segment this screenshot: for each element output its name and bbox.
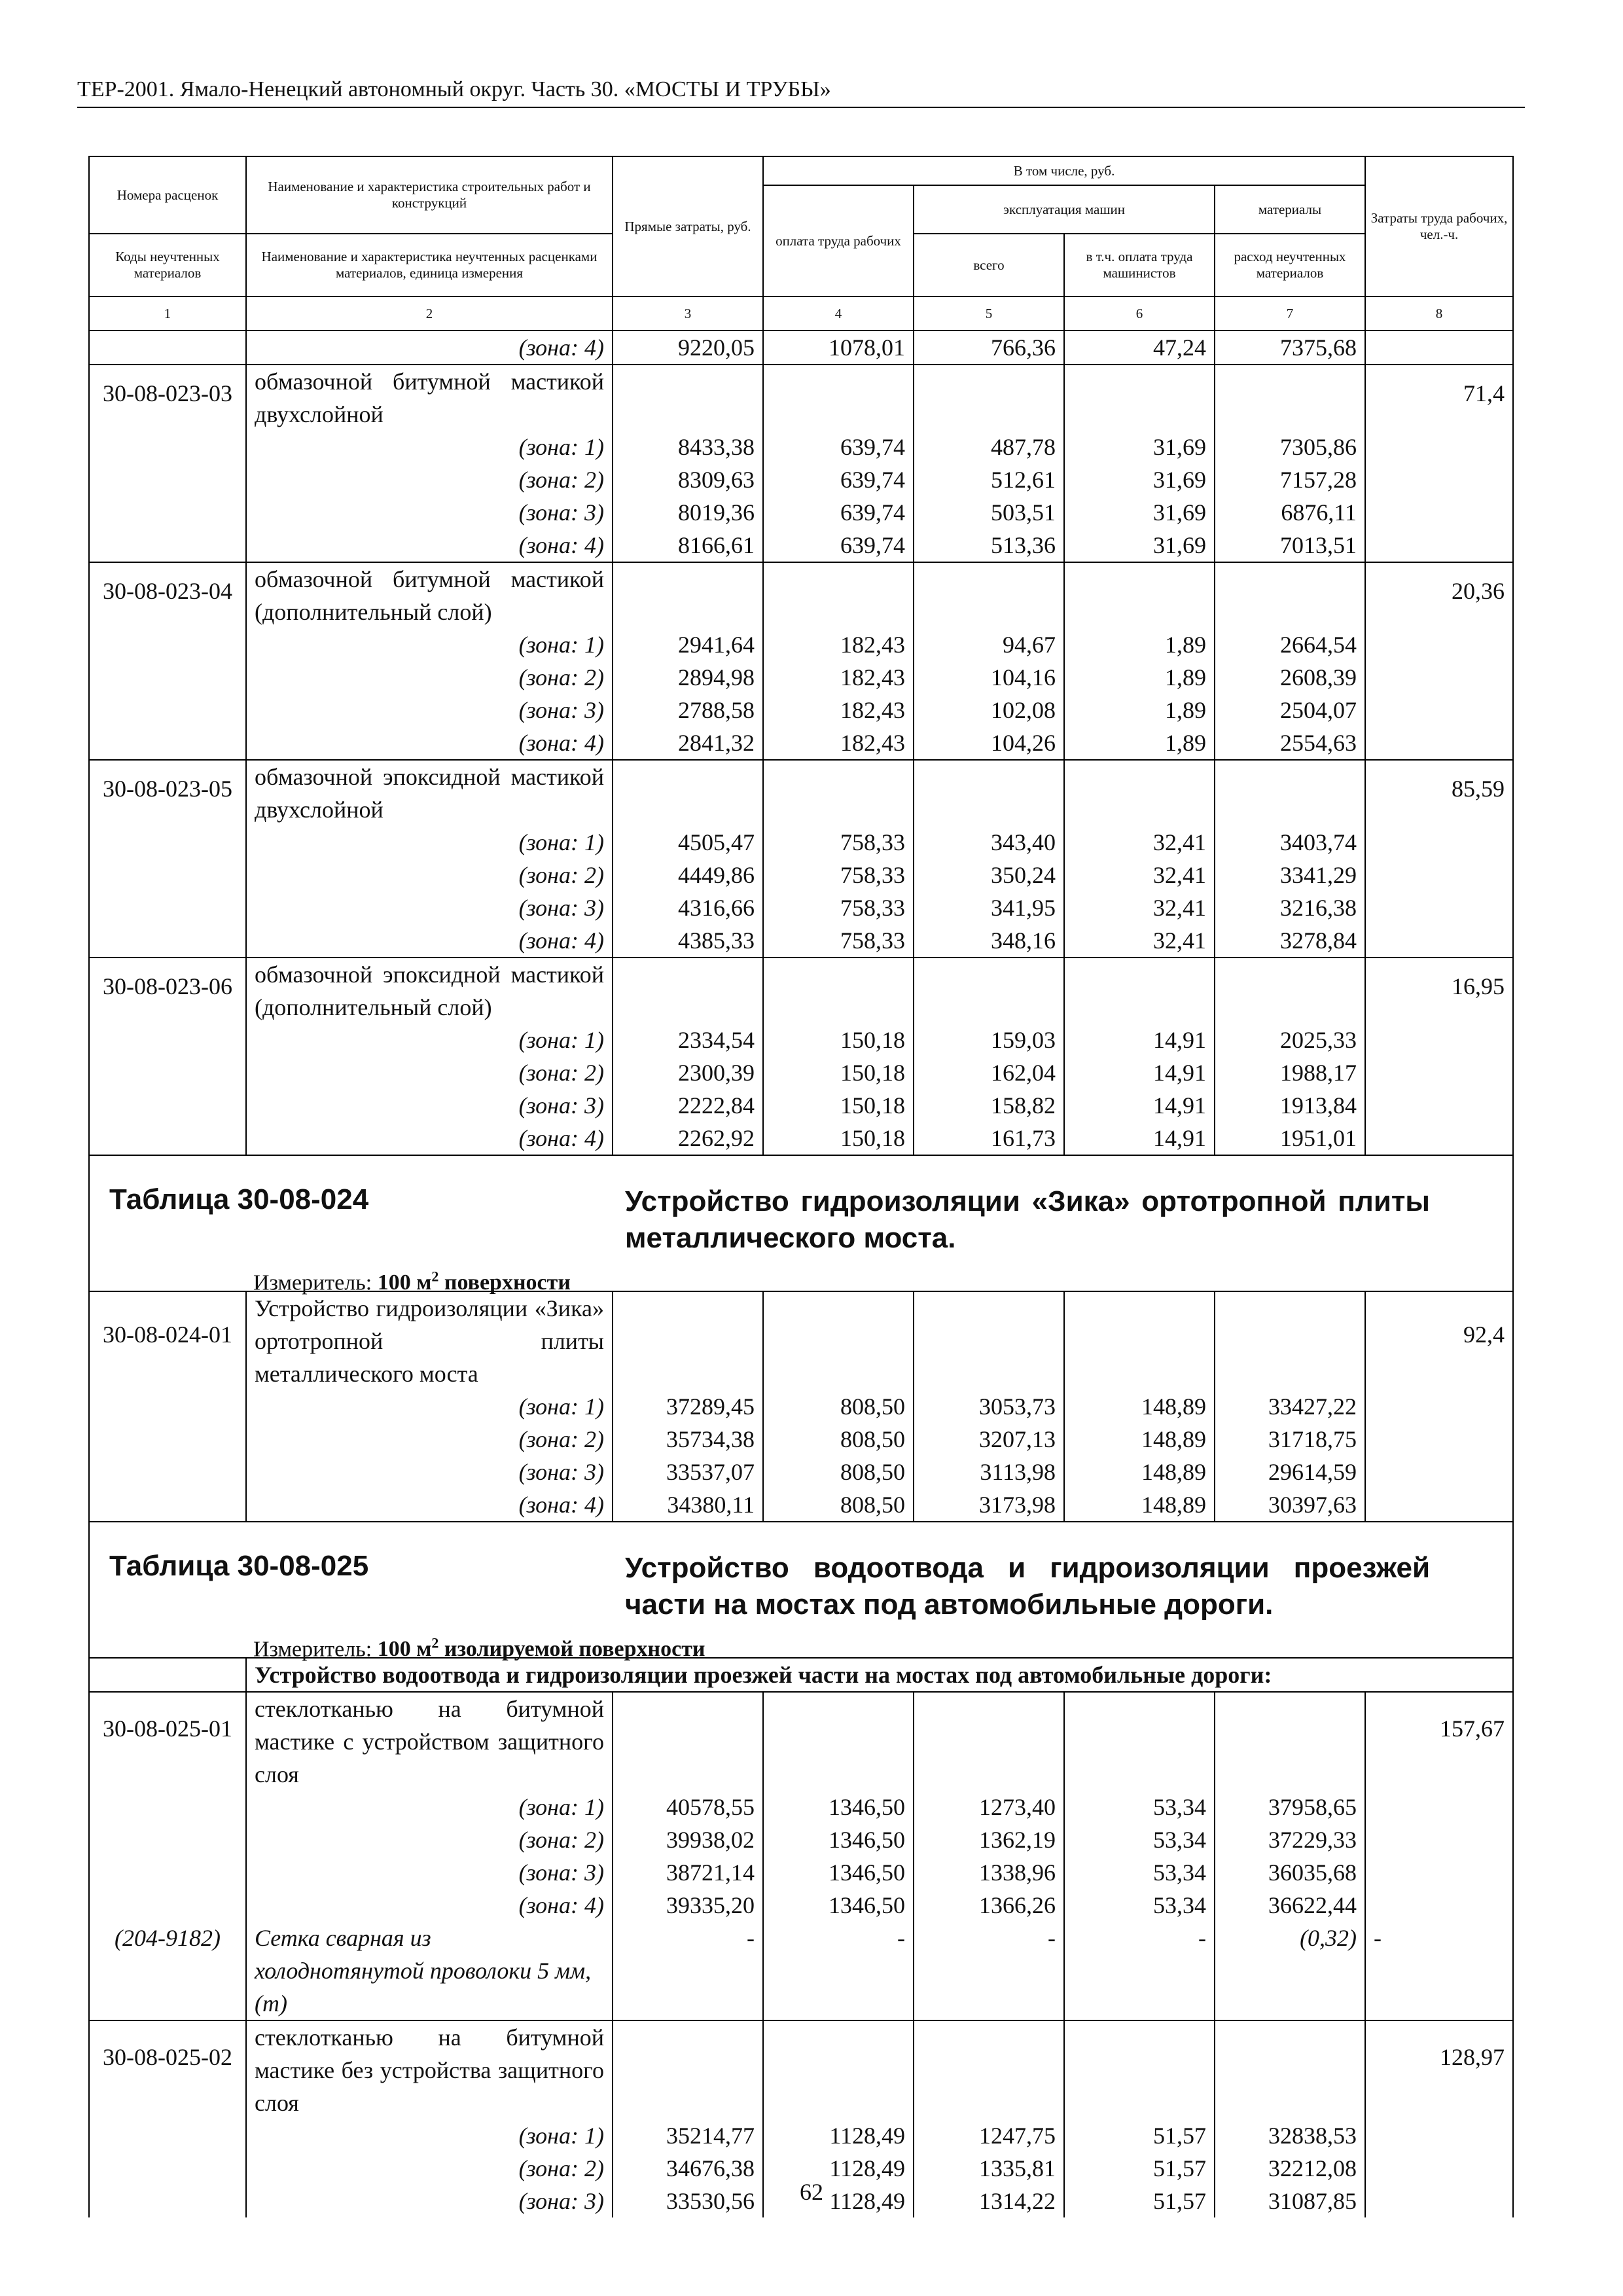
zone-label: (зона: 4) [246, 726, 613, 760]
table-row [89, 562, 1513, 628]
table-row [89, 1390, 1513, 1423]
table-row [89, 1024, 1513, 1056]
cell-machines: 1314,22 [914, 2185, 1064, 2217]
cell-labor: 808,50 [763, 1456, 914, 1488]
cell-labor-cost: 157,67 [1365, 1692, 1513, 1791]
cell-incl-labor: 14,91 [1064, 1056, 1215, 1089]
col-num: 5 [914, 296, 1064, 331]
table-row [89, 826, 1513, 859]
table-row [89, 431, 1513, 463]
cell-labor-cost: 128,97 [1365, 2020, 1513, 2119]
table-row [89, 760, 1513, 826]
cell-materials: 32838,53 [1215, 2119, 1365, 2152]
cell-direct: 2788,58 [613, 694, 763, 726]
cell-labor: 758,33 [763, 891, 914, 924]
cell-materials: 33427,22 [1215, 1390, 1365, 1423]
cell-direct: 39938,02 [613, 1823, 763, 1856]
zone-label: (зона: 4) [246, 1488, 613, 1522]
col-num: 2 [246, 296, 613, 331]
cell-direct: 4449,86 [613, 859, 763, 891]
col-total: всего [914, 234, 1064, 296]
cell-direct: 2841,32 [613, 726, 763, 760]
cell-direct: 2300,39 [613, 1056, 763, 1089]
cell-labor: 1346,50 [763, 1856, 914, 1889]
cell-incl-labor: 51,57 [1064, 2119, 1215, 2152]
cell-labor: 758,33 [763, 859, 914, 891]
cell-direct: 37289,45 [613, 1390, 763, 1423]
zone-label: (зона: 2) [246, 2152, 613, 2185]
cell-direct: 34676,38 [613, 2152, 763, 2185]
cell-labor: 150,18 [763, 1024, 914, 1056]
cell-incl-labor: 31,69 [1064, 496, 1215, 529]
zone-label: (зона: 3) [246, 2185, 613, 2217]
cell-dash: - [914, 1922, 1064, 2020]
cell-dash: - [1365, 1922, 1513, 2020]
cell-labor: 1346,50 [763, 1889, 914, 1922]
measure-sup: 2 [431, 1268, 439, 1285]
col-num: 6 [1064, 296, 1215, 331]
cell-incl-labor: 14,91 [1064, 1089, 1215, 1122]
cell-direct: 8433,38 [613, 431, 763, 463]
zone-label: (зона: 3) [246, 694, 613, 726]
table-row [89, 661, 1513, 694]
material-code: (204-9182) [89, 1922, 246, 2020]
table-row [89, 628, 1513, 661]
zone-label: (зона: 2) [246, 1056, 613, 1089]
cell-materials: 31718,75 [1215, 1423, 1365, 1456]
col-machines: эксплуатация машин [914, 185, 1215, 234]
cell-labor: 182,43 [763, 694, 914, 726]
cell-direct: 34380,11 [613, 1488, 763, 1522]
cell-machines: 513,36 [914, 529, 1064, 562]
zone-label: (зона: 3) [246, 1089, 613, 1122]
table-row [89, 859, 1513, 891]
cell-direct: 4505,47 [613, 826, 763, 859]
table-row [89, 1488, 1513, 1522]
zone-label: (зона: 3) [246, 1856, 613, 1889]
cell-incl-labor: 31,69 [1064, 431, 1215, 463]
material-row [89, 1922, 1513, 2020]
header-rule [77, 107, 1525, 108]
cell-incl-labor: 53,34 [1064, 1856, 1215, 1889]
cell-direct: 4316,66 [613, 891, 763, 924]
cell-direct: 8166,61 [613, 529, 763, 562]
col-incl: В том числе, руб. [763, 156, 1365, 185]
col-num: 3 [613, 296, 763, 331]
cell-machines: 104,16 [914, 661, 1064, 694]
cell-direct: 9220,05 [613, 331, 763, 365]
cell-labor: 808,50 [763, 1488, 914, 1522]
col-num: 1 [89, 296, 246, 331]
cell-labor: 808,50 [763, 1390, 914, 1423]
zone-label: (зона: 3) [246, 891, 613, 924]
table-row [89, 2119, 1513, 2152]
col-name-bot: Наименование и характеристика неучтенных расценками материалов, единица измерения [246, 234, 613, 296]
col-code-bot: Коды неучтенных материалов [89, 234, 246, 296]
section-subtitle: Устройство водоотвода и гидроизоляции проезжей части на мостах под автомобильные дороги: [246, 1658, 1513, 1692]
cell-machines: 159,03 [914, 1024, 1064, 1056]
zone-label: (зона: 3) [246, 1456, 613, 1488]
measure-rest: изолируемой поверхности [438, 1637, 705, 1662]
table-row [89, 529, 1513, 562]
cell-labor-cost: 16,95 [1365, 958, 1513, 1024]
zone-label: (зона: 1) [246, 826, 613, 859]
table-row [89, 924, 1513, 958]
table-row [89, 1856, 1513, 1889]
rate-name: обмазочной эпоксидной мастикой двухслойной [246, 760, 613, 826]
cell-incl-labor: 148,89 [1064, 1390, 1215, 1423]
cell-dash: - [1064, 1922, 1215, 2020]
rate-name: обмазочной эпоксидной мастикой (дополнительный слой) [246, 958, 613, 1024]
zone-label: (зона: 1) [246, 1024, 613, 1056]
cell-labor: 639,74 [763, 529, 914, 562]
table-row [89, 958, 1513, 1024]
cell-machines: 350,24 [914, 859, 1064, 891]
cell-direct: 38721,14 [613, 1856, 763, 1889]
cell-labor-cost: 71,4 [1365, 365, 1513, 431]
col-num: 4 [763, 296, 914, 331]
cell-labor: 758,33 [763, 826, 914, 859]
zone-label: (зона: 4) [246, 1122, 613, 1155]
table-measure [253, 1261, 571, 1299]
cell-machines: 3053,73 [914, 1390, 1064, 1423]
col-direct: Прямые затраты, руб. [613, 156, 763, 296]
cell-incl-labor: 47,24 [1064, 331, 1215, 365]
table-row [89, 463, 1513, 496]
cell-machines: 3113,98 [914, 1456, 1064, 1488]
zone-label: (зона: 4) [246, 529, 613, 562]
cell-materials: 37958,65 [1215, 1791, 1365, 1823]
cell-machines: 1338,96 [914, 1856, 1064, 1889]
table-row [89, 2020, 1513, 2119]
col-num: 7 [1215, 296, 1365, 331]
col-labor: оплата труда рабочих [763, 185, 914, 296]
table-row [89, 331, 1513, 365]
rate-name: стеклотканью на битумной мастике с устройством защитного слоя [246, 1692, 613, 1791]
cell-direct: 2262,92 [613, 1122, 763, 1155]
cell-labor: 1128,49 [763, 2119, 914, 2152]
table-row [89, 1056, 1513, 1089]
cell-materials: 7375,68 [1215, 331, 1365, 365]
cell-incl-labor: 148,89 [1064, 1456, 1215, 1488]
zone-label: (зона: 2) [246, 859, 613, 891]
cell-direct: 35734,38 [613, 1423, 763, 1456]
cell-materials: 2554,63 [1215, 726, 1365, 760]
running-header: ТЕР-2001. Ямало-Ненецкий автономный округ. Часть 30. «МОСТЫ И ТРУБЫ» [77, 77, 831, 101]
zone-label: (зона: 3) [246, 496, 613, 529]
cell-labor-cost: 85,59 [1365, 760, 1513, 826]
cell-direct: 2222,84 [613, 1089, 763, 1122]
cell-materials: 1913,84 [1215, 1089, 1365, 1122]
cell-incl-labor: 32,41 [1064, 924, 1215, 958]
cell-labor: 639,74 [763, 431, 914, 463]
zone-label: (зона: 4) [246, 331, 613, 365]
cell-materials: 3216,38 [1215, 891, 1365, 924]
cell-materials: 1988,17 [1215, 1056, 1365, 1089]
cell-materials: 3341,29 [1215, 859, 1365, 891]
cell-incl-labor: 14,91 [1064, 1122, 1215, 1155]
header-row-1 [89, 156, 1513, 185]
cell-labor: 639,74 [763, 496, 914, 529]
measure-label: Измеритель: [253, 1270, 372, 1295]
table-row [89, 694, 1513, 726]
cell-machines: 503,51 [914, 496, 1064, 529]
cell-labor: 150,18 [763, 1122, 914, 1155]
cell-labor: 1128,49 [763, 2152, 914, 2185]
table-title-row [89, 1522, 1513, 1658]
measure-value: 100 м [377, 1637, 432, 1662]
measure-label: Измеритель: [253, 1637, 372, 1662]
cell-machines: 161,73 [914, 1122, 1064, 1155]
rate-code: 30-08-023-03 [89, 365, 246, 431]
cell-incl-labor: 31,69 [1064, 463, 1215, 496]
cell-labor: 808,50 [763, 1423, 914, 1456]
rate-code: 30-08-025-02 [89, 2020, 246, 2119]
cell-incl-labor: 53,34 [1064, 1889, 1215, 1922]
cell-dash: - [613, 1922, 763, 2020]
cell-machines: 1273,40 [914, 1791, 1064, 1823]
cell-machines: 162,04 [914, 1056, 1064, 1089]
cell-labor-cost: 92,4 [1365, 1291, 1513, 1390]
cell-materials: 3403,74 [1215, 826, 1365, 859]
zone-label: (зона: 1) [246, 1791, 613, 1823]
cell-machines: 348,16 [914, 924, 1064, 958]
cell-labor: 1346,50 [763, 1791, 914, 1823]
table-measure [253, 1627, 705, 1666]
cell-materials: 29614,59 [1215, 1456, 1365, 1488]
table-name: Таблица 30-08-025 [109, 1550, 369, 1582]
zone-label: (зона: 4) [246, 924, 613, 958]
cell-direct: 40578,55 [613, 1791, 763, 1823]
table-row [89, 1423, 1513, 1456]
cell-incl-labor: 53,34 [1064, 1823, 1215, 1856]
rate-code: 30-08-023-04 [89, 562, 246, 628]
cell-materials: 32212,08 [1215, 2152, 1365, 2185]
zone-label: (зона: 1) [246, 1390, 613, 1423]
price-table [88, 156, 1514, 2217]
cell-labor: 182,43 [763, 661, 914, 694]
col-code-top: Номера расценок [89, 156, 246, 234]
cell-labor-cost: 20,36 [1365, 562, 1513, 628]
cell-machines: 1362,19 [914, 1823, 1064, 1856]
column-numbers-row [89, 296, 1513, 331]
zone-label: (зона: 2) [246, 1823, 613, 1856]
cell-direct: 2941,64 [613, 628, 763, 661]
cell-materials: 36622,44 [1215, 1889, 1365, 1922]
table-name: Таблица 30-08-024 [109, 1183, 369, 1215]
table-row [89, 365, 1513, 431]
cell-direct: 33537,07 [613, 1456, 763, 1488]
table-description: Устройство гидроизоляции «Зика» ортотропной плиты металлического моста. [625, 1185, 1430, 1254]
table-row [89, 1291, 1513, 1390]
cell-materials: 2025,33 [1215, 1024, 1365, 1056]
cell-materials: 2608,39 [1215, 661, 1365, 694]
cell-machines: 1335,81 [914, 2152, 1064, 2185]
rate-code: 30-08-023-06 [89, 958, 246, 1024]
rate-code: 30-08-023-05 [89, 760, 246, 826]
cell-materials: 7157,28 [1215, 463, 1365, 496]
page-number: 62 [800, 2179, 823, 2205]
material-qty: (0,32) [1215, 1922, 1365, 2020]
cell-incl-labor: 148,89 [1064, 1423, 1215, 1456]
zone-label: (зона: 2) [246, 463, 613, 496]
cell-direct: 8309,63 [613, 463, 763, 496]
table-row [89, 1823, 1513, 1856]
cell-machines: 512,61 [914, 463, 1064, 496]
zone-label: (зона: 1) [246, 2119, 613, 2152]
col-incl-labor: в т.ч. оплата труда машинистов [1064, 234, 1215, 296]
rate-name: Устройство гидроизоляции «Зика» ортотропной плиты металлического моста [246, 1291, 613, 1390]
table-row [89, 1889, 1513, 1922]
zone-label: (зона: 2) [246, 1423, 613, 1456]
measure-rest: поверхности [438, 1270, 571, 1295]
cell-labor: 758,33 [763, 924, 914, 958]
cell-incl-labor: 32,41 [1064, 859, 1215, 891]
table-row [89, 891, 1513, 924]
col-unacc: расход неучтенных материалов [1215, 234, 1365, 296]
rate-name: стеклотканью на битумной мастике без устройства защитного слоя [246, 2020, 613, 2119]
cell-labor: 150,18 [763, 1089, 914, 1122]
cell-labor: 1346,50 [763, 1823, 914, 1856]
cell-machines: 487,78 [914, 431, 1064, 463]
cell-materials: 2664,54 [1215, 628, 1365, 661]
table-row [89, 726, 1513, 760]
measure-value: 100 м [377, 1270, 432, 1295]
rate-code: 30-08-024-01 [89, 1291, 246, 1390]
cell-labor: 1128,49 [763, 2185, 914, 2217]
zone-label: (зона: 1) [246, 628, 613, 661]
cell-incl-labor: 51,57 [1064, 2185, 1215, 2217]
cell-incl-labor: 14,91 [1064, 1024, 1215, 1056]
cell-machines: 343,40 [914, 826, 1064, 859]
table-title-row [89, 1155, 1513, 1291]
cell-labor: 182,43 [763, 628, 914, 661]
table-row [89, 496, 1513, 529]
cell-machines: 3173,98 [914, 1488, 1064, 1522]
table-row [89, 1791, 1513, 1823]
cell-direct: 8019,36 [613, 496, 763, 529]
cell-incl-labor: 1,89 [1064, 726, 1215, 760]
col-num: 8 [1365, 296, 1513, 331]
cell-labor: 182,43 [763, 726, 914, 760]
cell-machines: 341,95 [914, 891, 1064, 924]
cell-machines: 766,36 [914, 331, 1064, 365]
cell-incl-labor: 1,89 [1064, 694, 1215, 726]
cell-materials: 2504,07 [1215, 694, 1365, 726]
cell-materials: 36035,68 [1215, 1856, 1365, 1889]
table-row [89, 1456, 1513, 1488]
cell-materials: 30397,63 [1215, 1488, 1365, 1522]
cell-machines: 158,82 [914, 1089, 1064, 1122]
cell-materials: 37229,33 [1215, 1823, 1365, 1856]
cell-incl-labor: 1,89 [1064, 661, 1215, 694]
material-name: Сетка сварная из холоднотянутой проволоки 5 мм, (т) [246, 1922, 613, 2020]
zone-label: (зона: 1) [246, 431, 613, 463]
cell-dash: - [763, 1922, 914, 2020]
table-description: Устройство водоотвода и гидроизоляции проезжей части на мостах под автомобильные дороги. [625, 1552, 1430, 1621]
zone-label: (зона: 2) [246, 661, 613, 694]
cell-machines: 104,26 [914, 726, 1064, 760]
measure-sup: 2 [431, 1635, 439, 1651]
cell-machines: 3207,13 [914, 1423, 1064, 1456]
rate-code: 30-08-025-01 [89, 1692, 246, 1791]
cell-direct: 2334,54 [613, 1024, 763, 1056]
cell-machines: 1247,75 [914, 2119, 1064, 2152]
cell-incl-labor: 32,41 [1064, 826, 1215, 859]
cell-materials: 3278,84 [1215, 924, 1365, 958]
cell-direct: 39335,20 [613, 1889, 763, 1922]
col-materials: материалы [1215, 185, 1365, 234]
col-name-top: Наименование и характеристика строительных работ и конструкций [246, 156, 613, 234]
cell-direct: 33530,56 [613, 2185, 763, 2217]
cell-machines: 102,08 [914, 694, 1064, 726]
table-row [89, 1122, 1513, 1155]
cell-materials: 7013,51 [1215, 529, 1365, 562]
cell-machines: 94,67 [914, 628, 1064, 661]
zone-label: (зона: 4) [246, 1889, 613, 1922]
cell-incl-labor: 53,34 [1064, 1791, 1215, 1823]
rate-name: обмазочной битумной мастикой (дополнительный слой) [246, 562, 613, 628]
cell-incl-labor: 1,89 [1064, 628, 1215, 661]
cell-materials: 1951,01 [1215, 1122, 1365, 1155]
cell-labor: 150,18 [763, 1056, 914, 1089]
rate-name: обмазочной битумной мастикой двухслойной [246, 365, 613, 431]
table-row [89, 1692, 1513, 1791]
cell-direct: 4385,33 [613, 924, 763, 958]
cell-incl-labor: 51,57 [1064, 2152, 1215, 2185]
cell-direct: 35214,77 [613, 2119, 763, 2152]
col-labor-cost: Затраты труда рабочих, чел.-ч. [1365, 156, 1513, 296]
cell-materials: 31087,85 [1215, 2185, 1365, 2217]
cell-machines: 1366,26 [914, 1889, 1064, 1922]
cell-materials: 6876,11 [1215, 496, 1365, 529]
cell-materials: 7305,86 [1215, 431, 1365, 463]
cell-labor: 639,74 [763, 463, 914, 496]
cell-labor: 1078,01 [763, 331, 914, 365]
cell-incl-labor: 148,89 [1064, 1488, 1215, 1522]
cell-incl-labor: 32,41 [1064, 891, 1215, 924]
table-row [89, 1089, 1513, 1122]
cell-incl-labor: 31,69 [1064, 529, 1215, 562]
cell-direct: 2894,98 [613, 661, 763, 694]
